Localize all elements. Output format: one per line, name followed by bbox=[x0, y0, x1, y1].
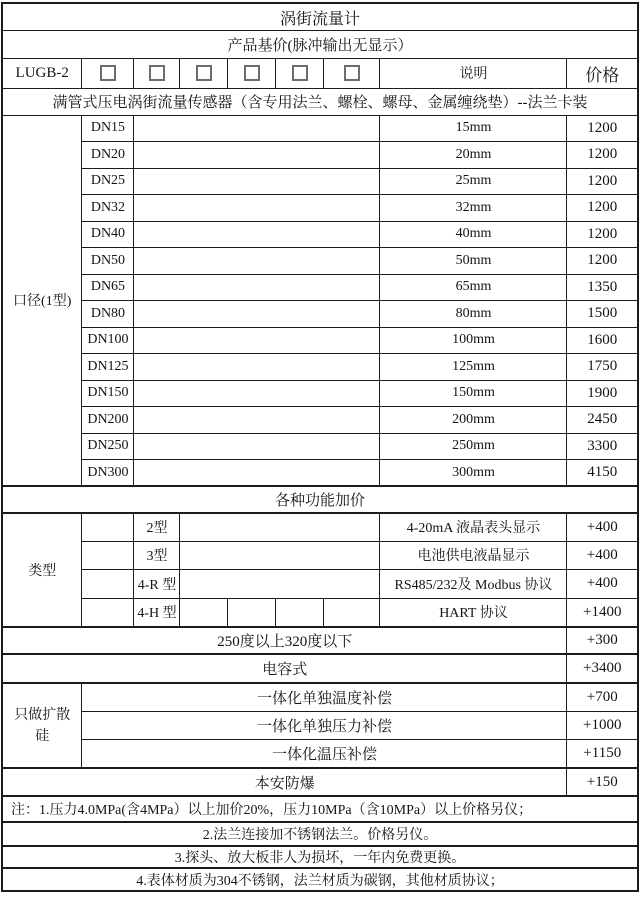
empty-cell bbox=[134, 274, 380, 301]
empty-cell bbox=[324, 598, 380, 627]
dn-price: 1200 bbox=[567, 221, 638, 248]
empty-cell bbox=[134, 195, 380, 222]
dn-desc: 40mm bbox=[380, 221, 567, 248]
dn-price: 4150 bbox=[567, 460, 638, 487]
type-desc: 电池供电液晶显示 bbox=[380, 541, 567, 570]
dn-price: 1750 bbox=[567, 354, 638, 381]
dn-price: 1350 bbox=[567, 274, 638, 301]
dn-code: DN250 bbox=[82, 433, 134, 460]
dn-code: DN40 bbox=[82, 221, 134, 248]
empty-cell bbox=[134, 301, 380, 328]
capacitive-price: +3400 bbox=[567, 654, 638, 683]
dn-code: DN15 bbox=[82, 115, 134, 142]
compensation-price: +1000 bbox=[567, 711, 638, 740]
empty-cell bbox=[134, 168, 380, 195]
sensor-description: 满管式压电涡街流量传感器（含专用法兰、螺栓、螺母、金属缠绕垫）--法兰卡装 bbox=[2, 89, 638, 116]
empty-cell bbox=[180, 598, 228, 627]
checkbox-icon bbox=[244, 65, 260, 81]
type-desc: RS485/232及 Modbus 协议 bbox=[380, 570, 567, 599]
option-checkbox-cell bbox=[228, 58, 276, 89]
dn-desc: 100mm bbox=[380, 327, 567, 354]
compensation-section-label: 只做扩散硅 bbox=[2, 683, 82, 769]
dn-code: DN80 bbox=[82, 301, 134, 328]
dn-code: DN300 bbox=[82, 460, 134, 487]
empty-cell bbox=[82, 570, 134, 599]
dn-price: 1200 bbox=[567, 142, 638, 169]
option-checkbox-cell bbox=[134, 58, 180, 89]
empty-cell bbox=[134, 248, 380, 275]
compensation-price: +700 bbox=[567, 683, 638, 712]
empty-cell bbox=[134, 221, 380, 248]
empty-cell bbox=[134, 354, 380, 381]
dn-desc: 200mm bbox=[380, 407, 567, 434]
option-checkbox-cell bbox=[82, 58, 134, 89]
type-section-label: 类型 bbox=[2, 513, 82, 627]
dn-code: DN32 bbox=[82, 195, 134, 222]
dn-price: 1200 bbox=[567, 248, 638, 275]
empty-cell bbox=[134, 142, 380, 169]
dn-code: DN20 bbox=[82, 142, 134, 169]
dn-price: 1900 bbox=[567, 380, 638, 407]
note-1: 注：1.压力4.0MPa(含4MPa）以上加价20%，压力10MPa（含10MPa）以上价格另仪； bbox=[2, 796, 638, 823]
dn-code: DN50 bbox=[82, 248, 134, 275]
type-price: +400 bbox=[567, 541, 638, 570]
dn-price: 1500 bbox=[567, 301, 638, 328]
empty-cell bbox=[134, 115, 380, 142]
addon-section-header: 各种功能加价 bbox=[2, 486, 638, 513]
dn-desc: 80mm bbox=[380, 301, 567, 328]
base-price-subtitle: 产品基价(脉冲输出无显示） bbox=[2, 31, 638, 59]
option-checkbox-cell bbox=[276, 58, 324, 89]
type-desc: HART 协议 bbox=[380, 598, 567, 627]
dn-desc: 50mm bbox=[380, 248, 567, 275]
empty-cell bbox=[134, 433, 380, 460]
type-price: +1400 bbox=[567, 598, 638, 627]
type-code: 3型 bbox=[134, 541, 180, 570]
dn-price: 3300 bbox=[567, 433, 638, 460]
type-price: +400 bbox=[567, 570, 638, 599]
note-4: 4.表体材质为304不锈钢，法兰材质为碳钢，其他材质协议； bbox=[2, 868, 638, 891]
compensation-desc: 一体化单独压力补偿 bbox=[82, 711, 567, 740]
note-2: 2.法兰连接加不锈钢法兰。价格另仪。 bbox=[2, 822, 638, 845]
high-temp-price: +300 bbox=[567, 627, 638, 655]
model-code: LUGB-2 bbox=[2, 58, 82, 89]
dn-code: DN200 bbox=[82, 407, 134, 434]
empty-cell bbox=[82, 598, 134, 627]
option-checkbox-cell bbox=[324, 58, 380, 89]
type-code: 4-R 型 bbox=[134, 570, 180, 599]
option-checkbox-cell bbox=[180, 58, 228, 89]
dn-price: 1600 bbox=[567, 327, 638, 354]
description-header: 说明 bbox=[380, 58, 567, 89]
dn-desc: 150mm bbox=[380, 380, 567, 407]
intrinsic-safety-option: 本安防爆 bbox=[2, 768, 567, 796]
price-header: 价格 bbox=[567, 58, 638, 89]
dn-desc: 15mm bbox=[380, 115, 567, 142]
dn-code: DN65 bbox=[82, 274, 134, 301]
empty-cell bbox=[228, 598, 276, 627]
type-price: +400 bbox=[567, 513, 638, 542]
intrinsic-safety-price: +150 bbox=[567, 768, 638, 796]
checkbox-icon bbox=[100, 65, 116, 81]
empty-cell bbox=[134, 460, 380, 487]
price-table bbox=[1, 2, 639, 892]
dn-price: 1200 bbox=[567, 195, 638, 222]
dn-desc: 25mm bbox=[380, 168, 567, 195]
empty-cell bbox=[82, 513, 134, 542]
type-code: 2型 bbox=[134, 513, 180, 542]
empty-cell bbox=[134, 407, 380, 434]
compensation-desc: 一体化单独温度补偿 bbox=[82, 683, 567, 712]
type-code: 4-H 型 bbox=[134, 598, 180, 627]
dn-desc: 65mm bbox=[380, 274, 567, 301]
checkbox-icon bbox=[149, 65, 165, 81]
dn-desc: 32mm bbox=[380, 195, 567, 222]
empty-cell bbox=[180, 570, 380, 599]
dn-code: DN100 bbox=[82, 327, 134, 354]
dn-price: 2450 bbox=[567, 407, 638, 434]
empty-cell bbox=[134, 327, 380, 354]
checkbox-icon bbox=[344, 65, 360, 81]
diameter-section-label: 口径(1型) bbox=[2, 115, 82, 486]
dn-desc: 20mm bbox=[380, 142, 567, 169]
dn-price: 1200 bbox=[567, 168, 638, 195]
empty-cell bbox=[134, 380, 380, 407]
empty-cell bbox=[82, 541, 134, 570]
dn-price: 1200 bbox=[567, 115, 638, 142]
dn-code: DN125 bbox=[82, 354, 134, 381]
dn-code: DN25 bbox=[82, 168, 134, 195]
dn-desc: 300mm bbox=[380, 460, 567, 487]
empty-cell bbox=[276, 598, 324, 627]
empty-cell bbox=[180, 513, 380, 542]
dn-desc: 125mm bbox=[380, 354, 567, 381]
checkbox-icon bbox=[292, 65, 308, 81]
capacitive-option: 电容式 bbox=[2, 654, 567, 683]
type-desc: 4-20mA 液晶表头显示 bbox=[380, 513, 567, 542]
dn-desc: 250mm bbox=[380, 433, 567, 460]
page-title: 涡街流量计 bbox=[2, 3, 638, 31]
empty-cell bbox=[180, 541, 380, 570]
high-temp-option: 250度以上320度以下 bbox=[2, 627, 567, 655]
note-3: 3.探头、放大板非人为损坏，一年内免费更换。 bbox=[2, 846, 638, 868]
compensation-desc: 一体化温压补偿 bbox=[82, 740, 567, 769]
checkbox-icon bbox=[196, 65, 212, 81]
compensation-price: +1150 bbox=[567, 740, 638, 769]
dn-code: DN150 bbox=[82, 380, 134, 407]
